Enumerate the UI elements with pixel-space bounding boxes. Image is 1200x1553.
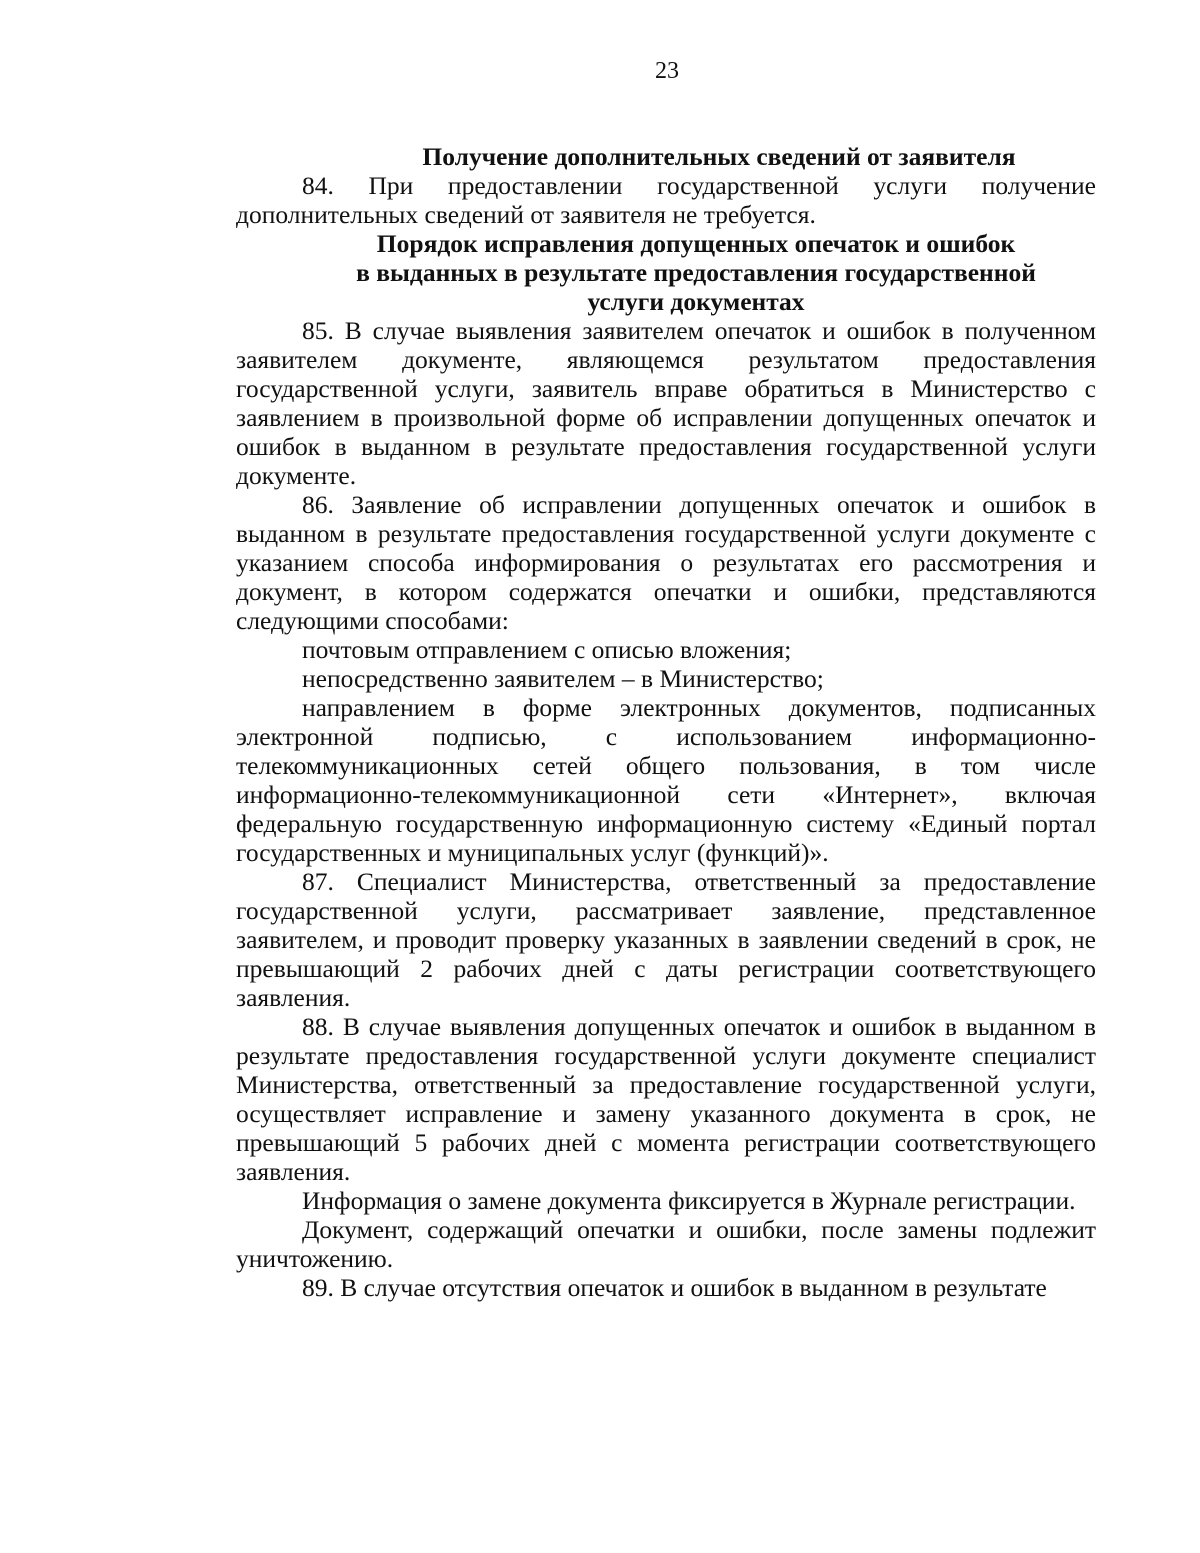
- list-item-in-person: непосредственно заявителем – в Министерство;: [302, 664, 824, 693]
- section-heading-additional-info: Получение дополнительных сведений от заявителя: [422, 142, 1016, 171]
- paragraph-84: 84. При предоставлении государственной услуги получение дополнительных сведений от заявителя не требуется.: [236, 171, 1096, 229]
- section-heading-error-correction: [236, 229, 1096, 316]
- list-item-electronic: направлением в форме электронных документов, подписанных электронной подписью, с использованием информационно-телекоммуникационных сетей общего пользования, в том числе информационно-телекоммуникационной сети «Интернет», включая федеральную государственную информационную систему «Единый портал государственных и муниципальных услуг (функций)».: [236, 693, 1096, 867]
- list-item-mail: почтовым отправлением с описью вложения;: [302, 635, 792, 664]
- paragraph-85: 85. В случае выявления заявителем опечаток и ошибок в полученном заявителем документе, являющемся результатом предоставления государственной услуги, заявитель вправе обратиться в Министерство с заявлением в произвольной форме об исправлении допущенных опечаток и ошибок в выданном в результате предоставления государственной услуги документе.: [236, 316, 1096, 490]
- paragraph-86: 86. Заявление об исправлении допущенных опечаток и ошибок в выданном в результате предоставления государственной услуги документе с указанием способа информирования о результатах его рассмотрения и документ, в котором содержатся опечатки и ошибки, представляются следующими способами:: [236, 490, 1096, 635]
- paragraph-88: 88. В случае выявления допущенных опечаток и ошибок в выданном в результате предоставления государственной услуги документе специалист Министерства, ответственный за предоставление государственной услуги, осуществляет исправление и замену указанного документа в срок, не превышающий 5 рабочих дней с момента регистрации соответствующего заявления.: [236, 1012, 1096, 1186]
- paragraph-89: 89. В случае отсутствия опечаток и ошибок в выданном в результате: [302, 1273, 1047, 1302]
- paragraph-journal: Информация о замене документа фиксируется в Журнале регистрации.: [302, 1186, 1076, 1215]
- page-number: 23: [655, 58, 679, 84]
- paragraph-destruction: Документ, содержащий опечатки и ошибки, после замены подлежит уничтожению.: [236, 1215, 1096, 1273]
- page-content: [236, 142, 1096, 1302]
- paragraph-87: 87. Специалист Министерства, ответственный за предоставление государственной услуги, рассматривает заявление, представленное заявителем, и проводит проверку указанных в заявлении сведений в срок, не превышающий 2 рабочих дней с даты регистрации соответствующего заявления.: [236, 867, 1096, 1012]
- heading-line: в выданных в результате предоставления государственной: [356, 258, 1036, 287]
- heading-line: услуги документах: [587, 287, 805, 316]
- heading-line: Порядок исправления допущенных опечаток и ошибок: [376, 229, 1016, 258]
